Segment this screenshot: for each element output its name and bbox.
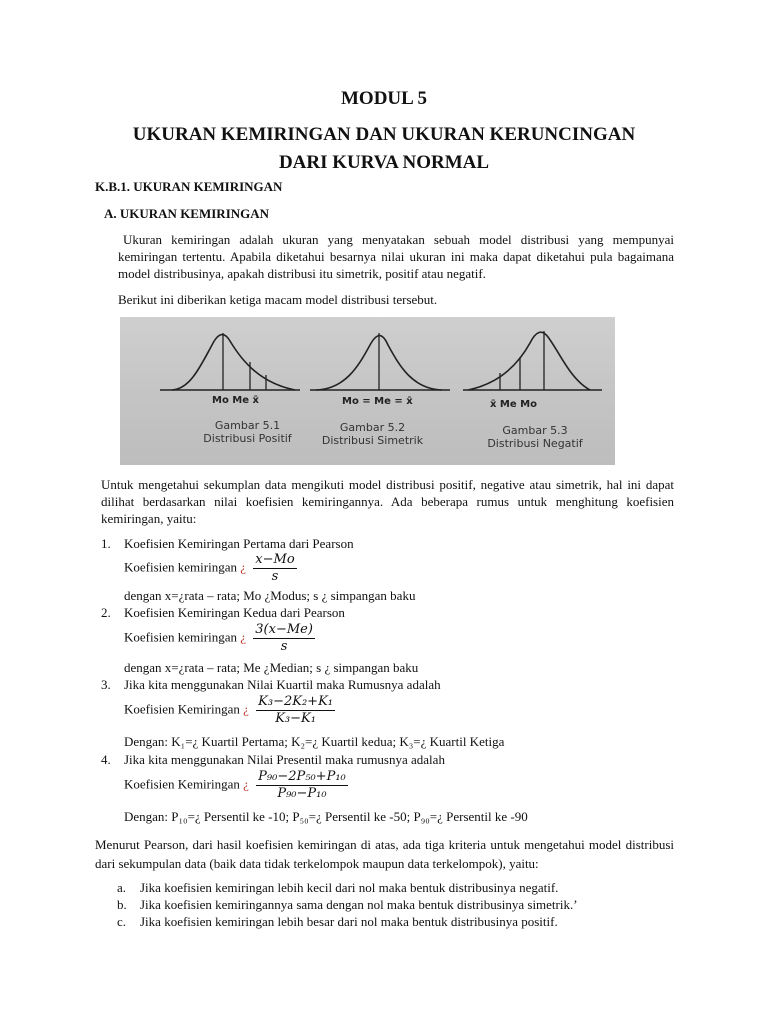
formula-intro-paragraph: Untuk mengetahui sekumplan data mengikuti model distribusi positif, negative atau simetrik, hal ini dapat dilihat berdasarkan nilai koefisien kemiringannya. Ada beberapa rumus untuk menghitung koefisien kemiringan, yaitu:: [101, 477, 674, 526]
intro-paragraph-2: Berikut ini diberikan ketiga macam model distribusi tersebut.: [118, 292, 438, 307]
item-3-note: Dengan: K₁=¿ Kuartil Pertama; K₂=¿ Kuartil kedua; K₃=¿ Kuartil Ketiga: [124, 734, 505, 749]
item-3-label: Koefisien Kemiringan: [124, 701, 240, 717]
figure2-axis-labels: Mo = Me = x̄: [342, 396, 413, 407]
criteria-a-letter: a.: [117, 880, 127, 895]
unknown-symbol: ¿: [243, 776, 249, 792]
item-3-title: Jika kita menggunakan Nilai Kuartil maka Rumusnya adalah: [124, 677, 441, 692]
criteria-c-text: Jika koefisien kemiringan lebih besar dari nol maka bentuk distribusinya positif.: [140, 914, 558, 929]
item-4-denominator: P₉₀−P₁₀: [277, 786, 327, 801]
item-1-denominator: s: [271, 569, 279, 584]
subsection-heading: A. UKURAN KEMIRINGAN: [104, 206, 270, 221]
item-1-fraction: [253, 552, 296, 585]
item-2-note: dengan x=¿rata – rata; Me ¿Median; s ¿ simpangan baku: [124, 660, 419, 675]
criteria-a-text: Jika koefisien kemiringan lebih kecil dari nol maka bentuk distribusinya negatif.: [140, 880, 559, 895]
module-subtitle: [0, 121, 768, 177]
figure3-caption-text: Distribusi Negatif: [487, 437, 583, 450]
item-3-formula: [124, 694, 335, 727]
unknown-symbol: ¿: [243, 701, 249, 717]
item-1-numerator: x−Mo: [255, 552, 295, 567]
item-1-formula: [124, 552, 297, 585]
intro-paragraph: Ukuran kemiringan adalah ukuran yang menyatakan sebuah model distribusi yang mempunyai kemiringan tertentu. Apabila diketahui besarnya nilai ukuran ini maka dapat diketahui pula bagaimana model distribusinya, apakah distribusi itu simetrik, positif atau negatif.: [118, 232, 674, 281]
figure2-caption-number: Gambar 5.2: [339, 421, 406, 434]
criteria-b-text: Jika koefisien kemiringannya sama dengan nol maka bentuk distribusinya simetrik.’: [140, 897, 578, 912]
item-4-label: Koefisien Kemiringan: [124, 776, 240, 792]
unknown-symbol: ¿: [240, 629, 247, 645]
item-4-note: Dengan: P₁₀=¿ Persentil ke -10; P₅₀=¿ Persentil ke -50; P₉₀=¿ Persentil ke -90: [124, 809, 528, 824]
item-4-formula: [124, 769, 348, 802]
figure3-caption-number: Gambar 5.3: [502, 424, 568, 437]
item-4-number: 4.: [101, 752, 111, 767]
item-4-numerator: P₉₀−2P₅₀+P₁₀: [258, 769, 346, 784]
item-3-numerator: K₃−2K₂+K₁: [258, 694, 333, 709]
pearson-paragraph: Menurut Pearson, dari hasil koefisien kemiringan di atas, ada tiga kriteria untuk mengetahui model distribusi dari sekumpulan data (baik data tidak terkelompok maupun data terkelompok), yaitu:: [95, 837, 674, 871]
section-heading: K.B.1. UKURAN KEMIRINGAN: [95, 179, 283, 194]
item-1-note: dengan x=¿rata – rata; Mo ¿Modus; s ¿ simpangan baku: [124, 588, 416, 603]
item-1-number: 1.: [101, 536, 111, 551]
figure1-axis-labels: Mo Me x̄: [212, 395, 259, 406]
item-3-fraction: [256, 694, 335, 727]
subtitle-line-1: UKURAN KEMIRINGAN DAN UKURAN KERUNCINGAN: [132, 124, 636, 145]
positive-curve: [172, 335, 295, 390]
distribution-figure: [120, 317, 615, 465]
negative-curve: [468, 332, 590, 390]
item-2-label: Koefisien kemiringan: [124, 629, 237, 645]
item-1-title: Koefisien Kemiringan Pertama dari Pearson: [124, 536, 354, 551]
item-2-title: Koefisien Kemiringan Kedua dari Pearson: [124, 605, 345, 620]
item-2-formula: [124, 622, 315, 655]
item-2-numerator: 3(x−Me): [255, 622, 313, 637]
item-1-label: Koefisien kemiringan: [124, 559, 237, 575]
unknown-symbol: ¿: [240, 559, 247, 575]
figure3-axis-labels: x̄ Me Mo: [490, 399, 537, 410]
criteria-c-letter: c.: [117, 914, 127, 929]
item-4-title: Jika kita menggunakan Nilai Presentil maka rumusnya adalah: [124, 752, 445, 767]
item-4-fraction: [256, 769, 348, 802]
item-2-fraction: [253, 622, 315, 655]
figure3-caption: [480, 424, 590, 450]
figure2-caption: [320, 421, 425, 447]
item-3-number: 3.: [101, 677, 111, 692]
item-2-number: 2.: [101, 605, 111, 620]
criteria-b-letter: b.: [117, 897, 127, 912]
figure1-caption-number: Gambar 5.1: [214, 419, 281, 432]
figure1-caption: [200, 419, 295, 445]
subtitle-line-2: DARI KURVA NORMAL: [278, 152, 490, 173]
figure1-caption-text: Distribusi Positif: [203, 432, 292, 445]
figure2-caption-text: Distribusi Simetrik: [321, 434, 424, 447]
item-2-denominator: s: [280, 639, 288, 654]
item-3-denominator: K₃−K₁: [275, 711, 316, 726]
module-title: MODUL 5: [340, 88, 428, 109]
